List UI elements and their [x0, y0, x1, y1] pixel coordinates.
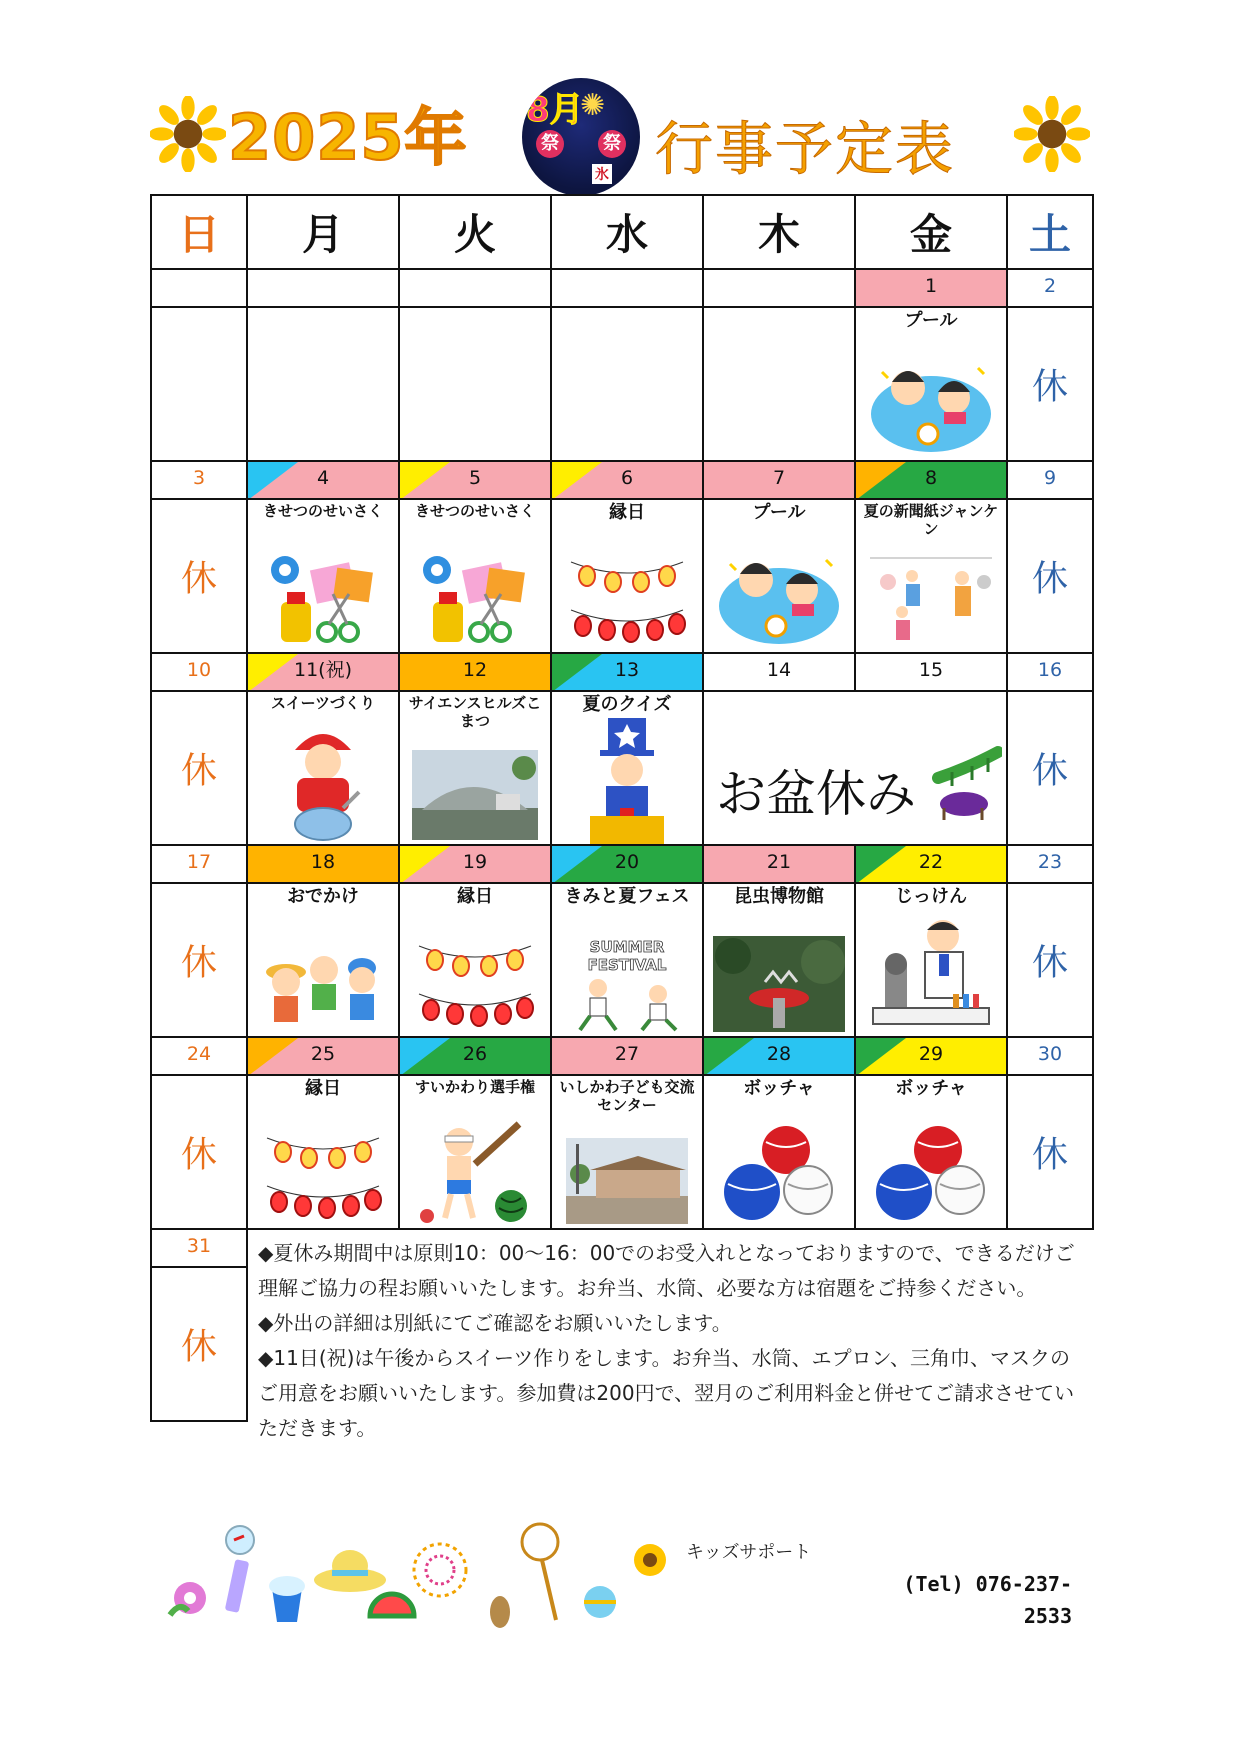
water-balloon-icon [584, 1586, 616, 1618]
date-corner-mark [248, 654, 298, 692]
pool-illustration-icon [866, 346, 996, 460]
cook-illustration-icon [273, 716, 373, 850]
date-cell-31 [150, 1228, 248, 1268]
weekday-header-1: 月 [246, 194, 400, 270]
telephone-number: (Tel) 076-237-2533 [903, 1572, 1072, 1628]
day-body-19 [398, 882, 552, 1038]
date-number: 16 [1037, 659, 1063, 681]
day-body-3 [150, 498, 248, 654]
day-body-13 [550, 690, 704, 846]
day-body-20 [550, 882, 704, 1038]
date-cell-26 [398, 1036, 552, 1076]
date-number: 22 [918, 851, 944, 873]
date-number: 10 [186, 659, 212, 681]
event-title: ボッチャ [895, 1078, 967, 1099]
date-number: 25 [310, 1043, 336, 1065]
day-body-29 [854, 1074, 1008, 1230]
date-corner-mark [856, 462, 906, 500]
closed-label: 休 [1031, 1134, 1068, 1176]
outing-illustration-icon [258, 932, 388, 1036]
date-cell-8 [854, 460, 1008, 500]
closed-label: 休 [180, 1134, 217, 1176]
date-number: 23 [1037, 851, 1063, 873]
event-title: 昆虫博物館 [734, 886, 824, 907]
date-cell-30 [1006, 1036, 1094, 1076]
date-number: 13 [614, 659, 640, 681]
day-body-5 [398, 498, 552, 654]
date-corner-mark [552, 462, 602, 500]
building-illustration-icon [412, 750, 538, 844]
date-corner-mark [400, 1038, 450, 1076]
event-title: きみと夏フェス [564, 886, 690, 907]
date-number: 7 [772, 467, 786, 489]
page-header [150, 78, 1090, 198]
date-cell-24 [150, 1036, 248, 1076]
date-cell-27 [550, 1036, 704, 1076]
sunflower-left-icon [150, 96, 226, 172]
day-body-25 [246, 1074, 400, 1230]
fest-illustration-icon [562, 932, 692, 1036]
notes [258, 1236, 1078, 1446]
date-cell-29 [854, 1036, 1008, 1076]
date-cell-23 [1006, 844, 1094, 884]
day-body-empty-0-4 [702, 306, 856, 462]
badge-month: 8月 [526, 90, 584, 130]
day-body-empty-0-1 [246, 306, 400, 462]
closed-label: 休 [1031, 750, 1068, 792]
date-number: 20 [614, 851, 640, 873]
museum-illustration-icon [713, 936, 845, 1036]
date-cell-21 [702, 844, 856, 884]
day-body-17 [150, 882, 248, 1038]
date-cell-9 [1006, 460, 1094, 500]
date-corner-mark [400, 462, 450, 500]
event-title: いしかわ子ども交流センター [559, 1078, 695, 1114]
morning-glory-icon [170, 1582, 206, 1615]
day-body-31 [150, 1266, 248, 1422]
lantern-illustration-icon [415, 936, 535, 1036]
day-body-28 [702, 1074, 856, 1230]
craft-illustration-icon [263, 548, 383, 652]
boccia-illustration-icon [720, 1120, 838, 1228]
event-title: ボッチャ [743, 1078, 815, 1099]
cicada-icon [490, 1596, 510, 1628]
date-cell-19 [398, 844, 552, 884]
lantern-illustration-icon [567, 552, 687, 652]
date-number: 17 [186, 851, 212, 873]
shaved-ice-icon [269, 1576, 305, 1622]
date-cell-empty-0-2 [398, 268, 552, 308]
date-cell-7 [702, 460, 856, 500]
event-title: プール [904, 310, 958, 331]
date-corner-mark [248, 1038, 298, 1076]
date-cell-empty-0-0 [150, 268, 248, 308]
date-cell-15 [854, 652, 1008, 692]
date-cell-12 [398, 652, 552, 692]
date-corner-mark [400, 846, 450, 884]
day-body-26 [398, 1074, 552, 1230]
weekday-header-2: 火 [398, 194, 552, 270]
day-body-12 [398, 690, 552, 846]
event-title: すいかわり選手権 [414, 1078, 535, 1096]
boccia-illustration-icon [872, 1120, 990, 1228]
date-cell-5 [398, 460, 552, 500]
date-cell-22 [854, 844, 1008, 884]
closed-label: 休 [180, 1326, 217, 1368]
date-cell-14 [702, 652, 856, 692]
footer-decoration [160, 1520, 680, 1630]
day-body-27 [550, 1074, 704, 1230]
date-cell-empty-0-1 [246, 268, 400, 308]
lantern-illustration-icon [263, 1128, 383, 1228]
bug-net-icon [522, 1524, 558, 1620]
small-sunflower-icon [634, 1544, 666, 1576]
day-body-7 [702, 498, 856, 654]
day-body-22 [854, 882, 1008, 1038]
pool-illustration-icon [714, 538, 844, 652]
day-body-21 [702, 882, 856, 1038]
date-cell-18 [246, 844, 400, 884]
event-title: プール [752, 502, 806, 523]
date-number: 9 [1043, 467, 1057, 489]
date-number: 4 [316, 467, 330, 489]
watermelon-icon [370, 1594, 414, 1616]
date-number: 6 [620, 467, 634, 489]
note-hours: ◆夏休み期間中は原則10：00～16：00でのお受入れとなっておりますので、できるだけご理解ご協力の程お願いいたします。お弁当、水筒、必要な方は宿題をご持参ください。 [258, 1241, 1075, 1300]
wind-chime-icon [225, 1526, 254, 1613]
day-body-1 [854, 306, 1008, 462]
science-illustration-icon [869, 914, 993, 1036]
day-body-18 [246, 882, 400, 1038]
svg-text:SUMMER: SUMMER [589, 938, 665, 956]
page-subtitle: 行事予定表 [655, 115, 956, 183]
date-cell-10 [150, 652, 248, 692]
day-body-11(祝) [246, 690, 400, 846]
date-cell-16 [1006, 652, 1094, 692]
closed-label: 休 [180, 750, 217, 792]
cucumber-eggplant-icon [932, 742, 1002, 826]
badge-ice: 氷 [592, 164, 612, 184]
date-number: 18 [310, 851, 336, 873]
date-cell-28 [702, 1036, 856, 1076]
date-cell-1 [854, 268, 1008, 308]
event-title: 縁日 [609, 502, 645, 523]
day-body-16 [1006, 690, 1094, 846]
obon-holiday-cell [702, 690, 1008, 846]
date-number: 29 [918, 1043, 944, 1065]
date-number: 14 [766, 659, 792, 681]
event-title: スイーツづくり [270, 694, 376, 712]
date-cell-20 [550, 844, 704, 884]
craft-illustration-icon [415, 548, 535, 652]
weekday-header-3: 水 [550, 194, 704, 270]
badge-mark-left: 祭 [536, 130, 564, 158]
day-body-30 [1006, 1074, 1094, 1230]
date-number: 2 [1043, 275, 1057, 297]
day-body-23 [1006, 882, 1094, 1038]
date-cell-6 [550, 460, 704, 500]
company-name: キッズサポート [686, 1542, 812, 1563]
event-title: おでかけ [287, 886, 359, 907]
note-outing: ◆外出の詳細は別紙にてご確認をお願いいたします。 [258, 1311, 732, 1335]
sunflower-right-icon [1014, 96, 1090, 172]
quiz-illustration-icon [582, 716, 672, 850]
closed-label: 休 [180, 558, 217, 600]
date-cell-3 [150, 460, 248, 500]
date-number: 11(祝) [293, 659, 352, 681]
day-body-empty-0-2 [398, 306, 552, 462]
date-number: 19 [462, 851, 488, 873]
date-number: 15 [918, 659, 944, 681]
date-cell-empty-0-3 [550, 268, 704, 308]
date-cell-4 [246, 460, 400, 500]
date-cell-11(祝) [246, 652, 400, 692]
august-festival-badge [522, 78, 640, 196]
day-body-6 [550, 498, 704, 654]
day-body-9 [1006, 498, 1094, 654]
date-number: 28 [766, 1043, 792, 1065]
straw-hat-icon [314, 1550, 386, 1592]
date-number: 21 [766, 851, 792, 873]
event-title: 縁日 [305, 1078, 341, 1099]
day-body-10 [150, 690, 248, 846]
date-cell-25 [246, 1036, 400, 1076]
obon-label: お盆休み [716, 765, 916, 823]
date-corner-mark [856, 846, 906, 884]
closed-label: 休 [1031, 942, 1068, 984]
date-number: 31 [186, 1235, 212, 1257]
date-number: 3 [192, 467, 206, 489]
firework-sparkler-icon [414, 1544, 466, 1596]
event-title: サイエンスヒルズこまつ [408, 694, 542, 730]
date-corner-mark [552, 654, 602, 692]
event-title: きせつのせいさく [414, 502, 535, 520]
day-body-4 [246, 498, 400, 654]
date-corner-mark [856, 1038, 906, 1076]
watermelon-illustration-icon [415, 1120, 535, 1228]
date-number: 5 [468, 467, 482, 489]
center-illustration-icon [566, 1138, 688, 1228]
closed-label: 休 [1031, 558, 1068, 600]
svg-text:FESTIVAL: FESTIVAL [587, 956, 667, 974]
day-body-8 [854, 498, 1008, 654]
date-cell-13 [550, 652, 704, 692]
date-corner-mark [248, 462, 298, 500]
date-number: 26 [462, 1043, 488, 1065]
date-number: 24 [186, 1043, 212, 1065]
date-number: 1 [924, 275, 938, 297]
date-number: 30 [1037, 1043, 1063, 1065]
closed-label: 休 [180, 942, 217, 984]
weekday-header-5: 金 [854, 194, 1008, 270]
weekday-header-4: 木 [702, 194, 856, 270]
date-number: 8 [924, 467, 938, 489]
badge-mark-right: 祭 [598, 130, 626, 158]
date-number: 27 [614, 1043, 640, 1065]
kids-illustration-icon [866, 552, 996, 652]
date-cell-empty-0-4 [702, 268, 856, 308]
event-title: じっけん [895, 886, 967, 907]
weekday-header-0: 日 [150, 194, 248, 270]
event-title: きせつのせいさく [262, 502, 383, 520]
day-body-2 [1006, 306, 1094, 462]
event-title: 夏のクイズ [582, 694, 672, 715]
year-title: 2025年 [228, 101, 468, 174]
day-body-empty-0-0 [150, 306, 248, 462]
date-corner-mark [704, 1038, 754, 1076]
event-title: 夏の新聞紙ジャンケン [863, 502, 999, 538]
event-title: 縁日 [457, 886, 493, 907]
date-cell-17 [150, 844, 248, 884]
closed-label: 休 [1031, 366, 1068, 408]
firework-icon: ✺ [580, 88, 606, 123]
day-body-empty-0-3 [550, 306, 704, 462]
date-number: 12 [462, 659, 488, 681]
note-sweets: ◆11日(祝)は午後からスイーツ作りをします。お弁当、水筒、エプロン、三角巾、マスクのご用意をお願いいたします。参加費は200円で、翌月のご利用料金と併せてご請求させていただきます。 [258, 1346, 1075, 1440]
day-body-24 [150, 1074, 248, 1230]
date-corner-mark [552, 846, 602, 884]
date-cell-2 [1006, 268, 1094, 308]
weekday-header-6: 土 [1006, 194, 1094, 270]
